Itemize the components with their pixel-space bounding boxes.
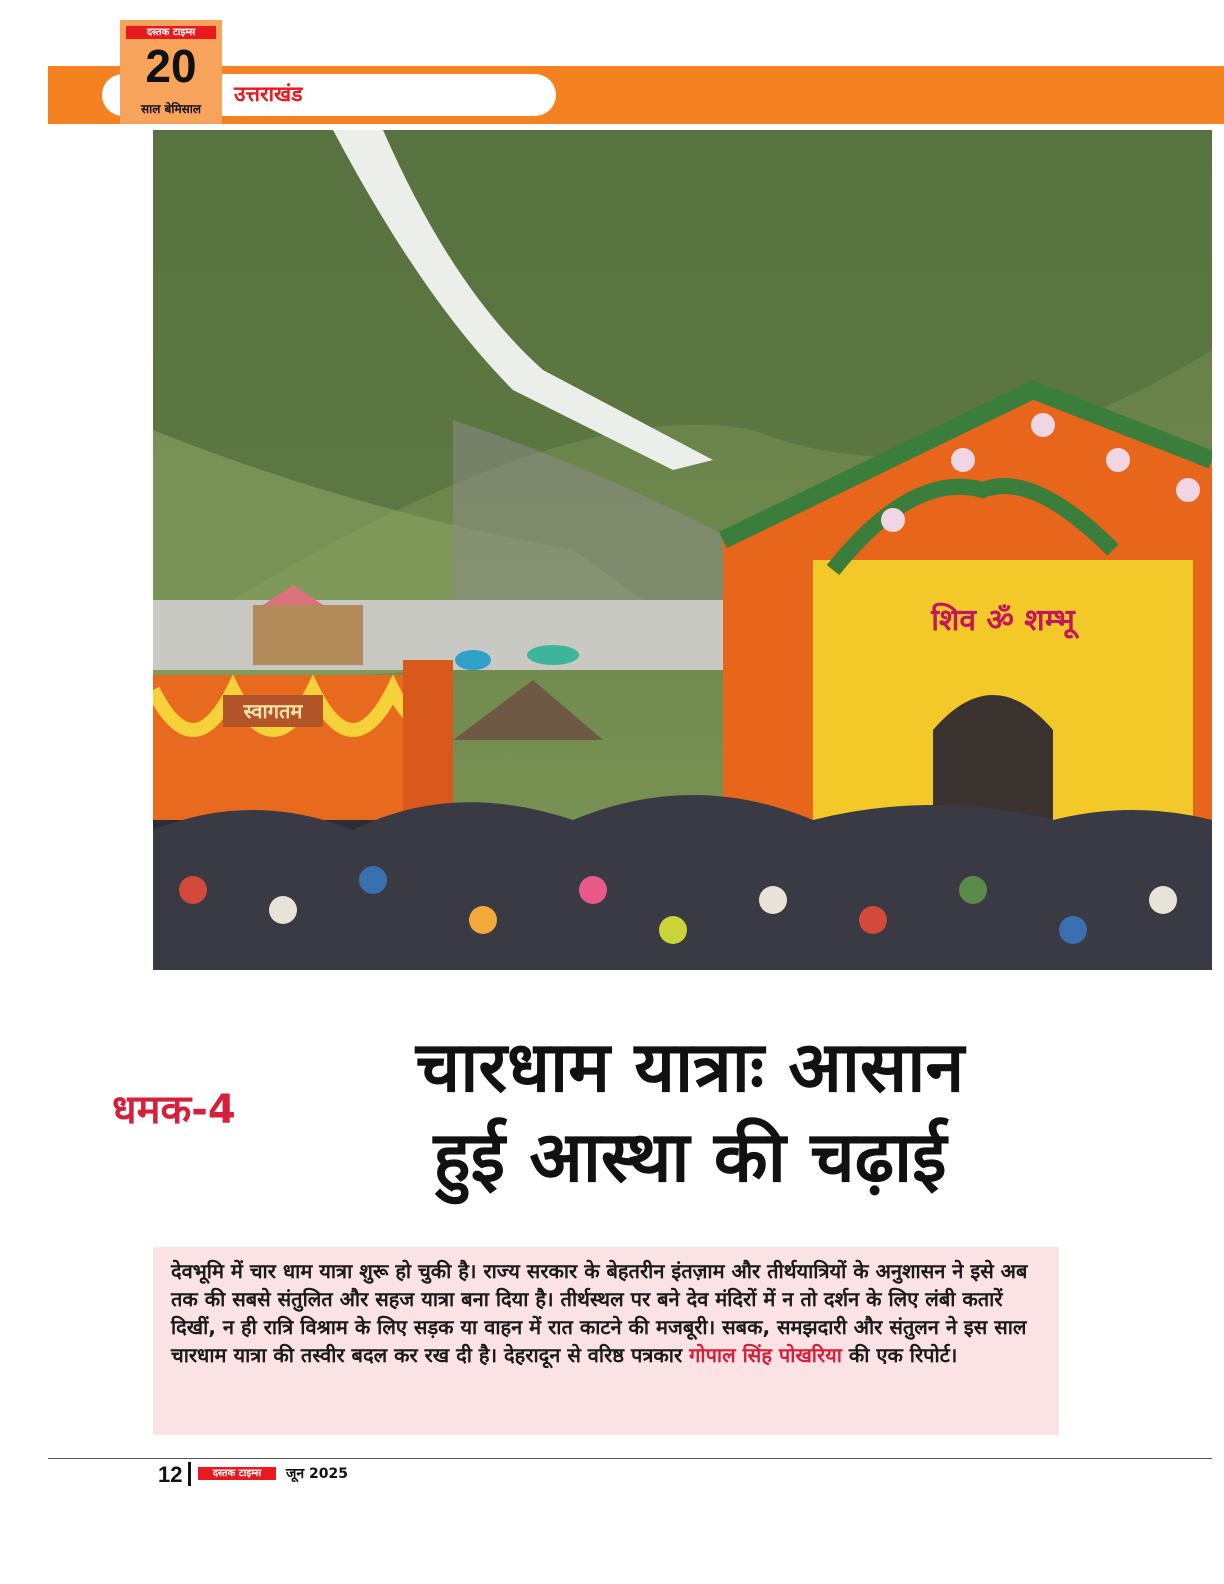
temple-sign: शिव ॐ शम्भू xyxy=(931,603,1075,638)
intro-tail: की एक रिपोर्ट। xyxy=(841,1343,958,1367)
headline-line-2: हुई आस्था की चढ़ाई xyxy=(433,1116,947,1198)
footer-divider xyxy=(48,1458,1212,1459)
article-kicker: धमक-4 xyxy=(112,1087,236,1133)
footer-brand-logo: दस्तक टाइम्स xyxy=(198,1467,276,1480)
pilgrim-crowd xyxy=(153,795,1212,970)
article-intro xyxy=(171,1257,1041,1369)
article-intro-box xyxy=(153,1247,1059,1435)
issue-date: जून 2025 xyxy=(286,1466,348,1482)
intro-text: देवभूमि में चार धाम यात्रा शुरू हो चुकी है। राज्य सरकार के बेहतरीन इंतज़ाम और तीर्थयात्रियों के अनुशासन ने इसे अब तक की सबसे संतुलित और सहज यात्रा बना दिया है। तीर्थस्थल पर बने देव मंदिरों में न तो दर्शन के लिए लंबी कतारें दिखीं, न ही रात्रि विश्राम के लिए सड़क या वाहन में रात काटने की मजबूरी। सबक, समझदारी और संतुलन ने इस साल चारधाम यात्रा की तस्वीर बदल कर रख दी है। देहरादून से वरिष्ठ पत्रकार xyxy=(171,1259,1028,1367)
author-name: गोपाल सिंह पोखरिया xyxy=(689,1343,842,1367)
gate-sign: स्वागतम xyxy=(243,699,303,723)
section-label: उत्तराखंड xyxy=(234,82,303,106)
article-headline xyxy=(300,1022,1080,1202)
badge-number: 20 xyxy=(145,40,197,92)
page-number: 12 xyxy=(158,1462,183,1487)
anniversary-badge xyxy=(120,20,222,124)
headline-line-1: चारधाम यात्राः आसान xyxy=(415,1026,965,1108)
kedarnath-temple-photo xyxy=(153,130,1212,970)
photo-illustration xyxy=(153,130,1212,970)
footer-separator xyxy=(188,1462,191,1486)
badge-subtitle: साल बेमिसाल xyxy=(140,102,202,116)
stone-wall xyxy=(153,600,733,670)
badge-brand-logo: दस्तक टाइम्स xyxy=(126,26,216,39)
